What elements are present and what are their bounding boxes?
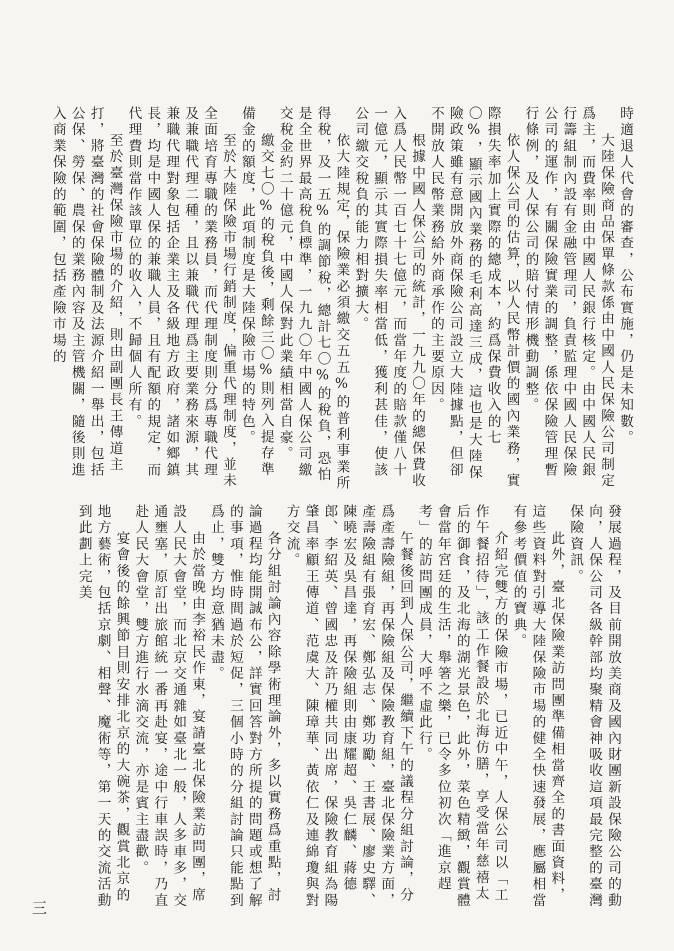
paragraph: 大陸保險商品保單條款係由中國人民保險公司制定爲主，而費率則由中國人民銀行核定。由中國人民銀行籌組制內設有金融管理司，負責監理中國人民保險公司的運作，有關保險實業的調整，係依保險管理暫行條例，及人保公司的賠付情形機動調整。	[522, 106, 615, 490]
paragraph: 時適退人代會的審查，公布實施，仍是未知數。	[617, 106, 633, 447]
page-number: 三	[32, 899, 48, 917]
paragraph: 由於當晚由李裕民作東，宴請臺北保險業訪問團，席設人民大會堂，而北京交通雜如臺北一般，人多車多，交通壅塞，原訂出旅館統一番再赴宴，途中行車誤時，乃直赴人民大會堂，雙方進行水滴交流，亦是賓主盡歡。	[132, 504, 206, 909]
paragraph: 此外，臺北保險業訪問團準備相當齊全的書面資料，這些資料對引導大陸保險市場的健全快速發展，應屬相當有參考價值的寶典。	[510, 504, 565, 909]
paragraph: 繳交七〇%的稅負後，剩餘三〇%則列入提存準備金的額度，此項制度是大陸保險市場的特色。	[238, 106, 274, 479]
paragraph: 介紹完雙方的保險市場，已近中午，人保公司以「工作午餐招待」，該工作餐設於北海仿膳，享受當年慈禧太后的御食，及北海的湖光景色，此外，菜色精緻，觀賞體會當年宮廷的生活，舉箸之樂，已令多位初次「進京趕考」的訪問團成員，大呼不虛此行。	[415, 504, 508, 909]
upper-text-block	[42, 106, 634, 494]
paragraph: 宴會後的餘興節目則安排北京的大碗茶，觀賞北京的地方藝術，包括京劇、相聲、魔術等，第一天的交流活動到此劃上完美	[75, 504, 130, 909]
lower-text-block	[30, 504, 622, 914]
paragraph: 依人保公司的估算，以人民幣計價的國內業務，實際損失率加上實際的總成本，約爲保費收入的七〇%，顯示國內業務的毛利高達三成，這也是大陸保險政策雖有意開放外商保險公司設立大陸據點，但卻不開放人民幣業務給外商承作的主要原因。	[427, 106, 520, 490]
paragraph: 至於大陸保險市場行銷制度，偏重代理制度，並未全面培育專職的業務員，而代理制度則分爲專職代理及兼職代理二種，且以兼職代理爲主要業務來源，其兼職代理對象包括企業主及各級地方政府，諸如鄉鎮長，均是中國人保的兼職人員，且有配額的規定，而代理費則當作該單位的收入，不歸個人所有。	[125, 106, 236, 490]
paragraph: 午餐後回到人保公司，繼續下午的議程分組討論，分爲產壽險組，再保險組及保險教育組，臺北保險業方面，產壽險組有張育宏、鄭弘志、鄭功勵、王書展、廖史驛、陳曉宏及吳昌達，再保險組則由康耀超、吳仁麟、蔣德郎、李紹英、曾國忠及許乃權共同出席，保險教育組為陽肇昌率顧王傳道、范虞大、陳璋華、黃依仁及連綿瓊與對方交流。	[283, 504, 414, 909]
paragraph: 發展過程，及目前開放美商及國內財團新設保險公司的動向，人保公司各級幹部均聚精會神吸收這項最完整的臺灣保險資訊。	[567, 504, 621, 909]
paragraph: 依大陸規定，保險業必須繳交五五%的普利事業所得稅，及一五%的調節稅，總計七〇%的稅負，恐怕是全世界最高稅負標準，一九九〇年中國人保公司繳交稅金約二十億元，中國人保對此業績相當自豪。	[276, 106, 350, 492]
paragraph: 至於臺灣保險市場的介紹，則由副團長王傳道主打，將臺灣的社會保險體制及法源介紹一舉出，包括公保、勞保、農保的業務內容及主管機關，隨後則進入商業保險的範圍，包括產險市場的	[49, 106, 123, 479]
paragraph: 各分組討論內容除學術理論外，多以實務爲重點，討論過程均能開誠布公，詳實回答對方所提的問題或想了解的事項，惟時間過於短促，三個小時的分組討論只能點到爲止，雙方均意猶未盡。	[207, 504, 281, 909]
paragraph: 根據中國人保公司的統計，一九九〇年的總保費收入爲人民幣一百七十七億元，而當年度的賠款僅八十一億元，顯示其實際損失率相當低，獲利甚佳，使該公司繳交稅負的能力相對擴大。	[352, 106, 426, 490]
